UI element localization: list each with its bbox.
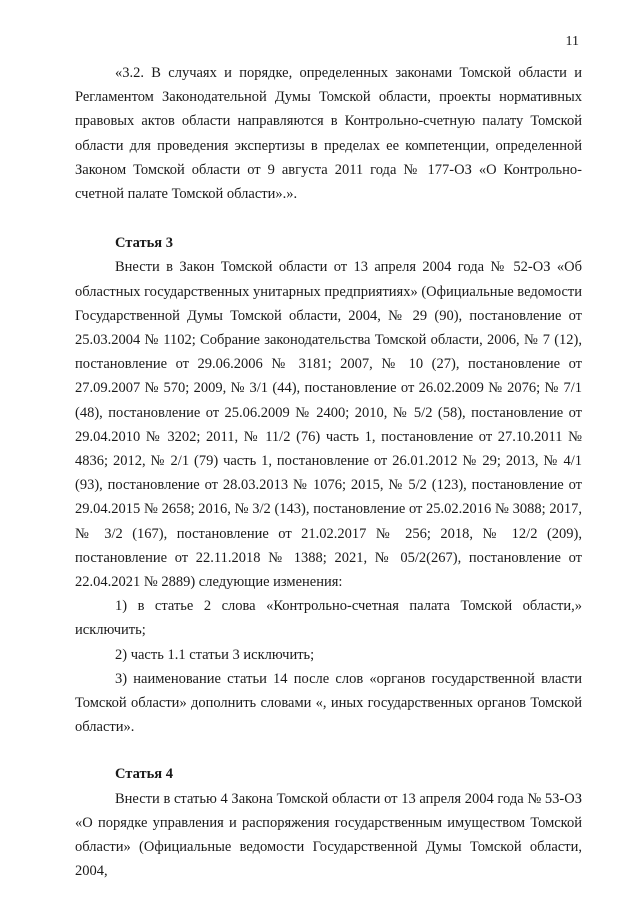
- article-3-heading: Статья 3: [115, 235, 173, 252]
- spacer: [75, 739, 582, 762]
- article-3-item-3: 3) наименование статьи 14 после слов «органов государственной власти Томской области» дополнить словами «, иных государственных органов Томской области».: [75, 670, 582, 736]
- article-4-intro-paragraph: Внести в статью 4 Закона Томской области от 13 апреля 2004 года № 53-ОЗ «О порядке управления и распоряжения государственным имуществом Томской области» (Официальные ведомости Государственной Думы Томской области, 2004,: [75, 790, 582, 880]
- article-3-item-2: 2) часть 1.1 статьи 3 исключить;: [115, 646, 315, 663]
- article-3-item-1: 1) в статье 2 слова «Контрольно-счетная палата Томской области,» исключить;: [75, 598, 582, 639]
- spacer: [75, 206, 582, 231]
- document-body: [75, 61, 582, 884]
- page-number: 11: [565, 34, 579, 49]
- section-3-2-paragraph: «3.2. В случаях и порядке, определенных законами Томской области и Регламентом Законодательной Думы Томской области, проекты нормативных правовых актов области направляются в Контрольно-счетную палату Томской области для проведения экспертизы в пределах ее компетенции, определенной Законом Томской области от 9 августа 2011 года № 177-ОЗ «О Контрольно-счетной палате Томской области».».: [75, 65, 582, 203]
- article-3-intro-paragraph: Внести в Закон Томской области от 13 апреля 2004 года № 52-ОЗ «Об областных государственных унитарных предприятиях» (Официальные ведомости Государственной Думы Томской области, 2004, № 29 (90), постановление от 25.03.2004 № 1102; Собрание законодательства Томской области, 2006, № 7 (12), постановление от 29.06.2006 № 3181; 2007, № 10 (27), постановление от 27.09.2007 № 570; 2009, № 3/1 (44), постановление от 26.02.2009 № 2076; № 7/1 (48), постановление от 25.06.2009 № 2400; 2010, № 5/2 (58), постановление от 29.04.2010 № 3202; 2011, № 11/2 (76) часть 1, постановление от 27.10.2011 № 4836; 2012, № 2/1 (79) часть 1, постановление от 26.01.2012 № 29; 2013, № 4/1 (93), постановление от 28.03.2013 № 1076; 2015, № 5/2 (123), постановление от 29.04.2015 № 2658; 2016, № 3/2 (143), постановление от 25.02.2016 № 3088; 2017, № 3/2 (167), постановление от 21.02.2017 № 256; 2018, № 12/2 (209), постановление от 22.11.2018 № 1388; 2021, № 05/2(267), постановление от 22.04.2021 № 2889) следующие изменения:: [75, 259, 582, 591]
- article-4-heading: Статья 4: [115, 766, 173, 783]
